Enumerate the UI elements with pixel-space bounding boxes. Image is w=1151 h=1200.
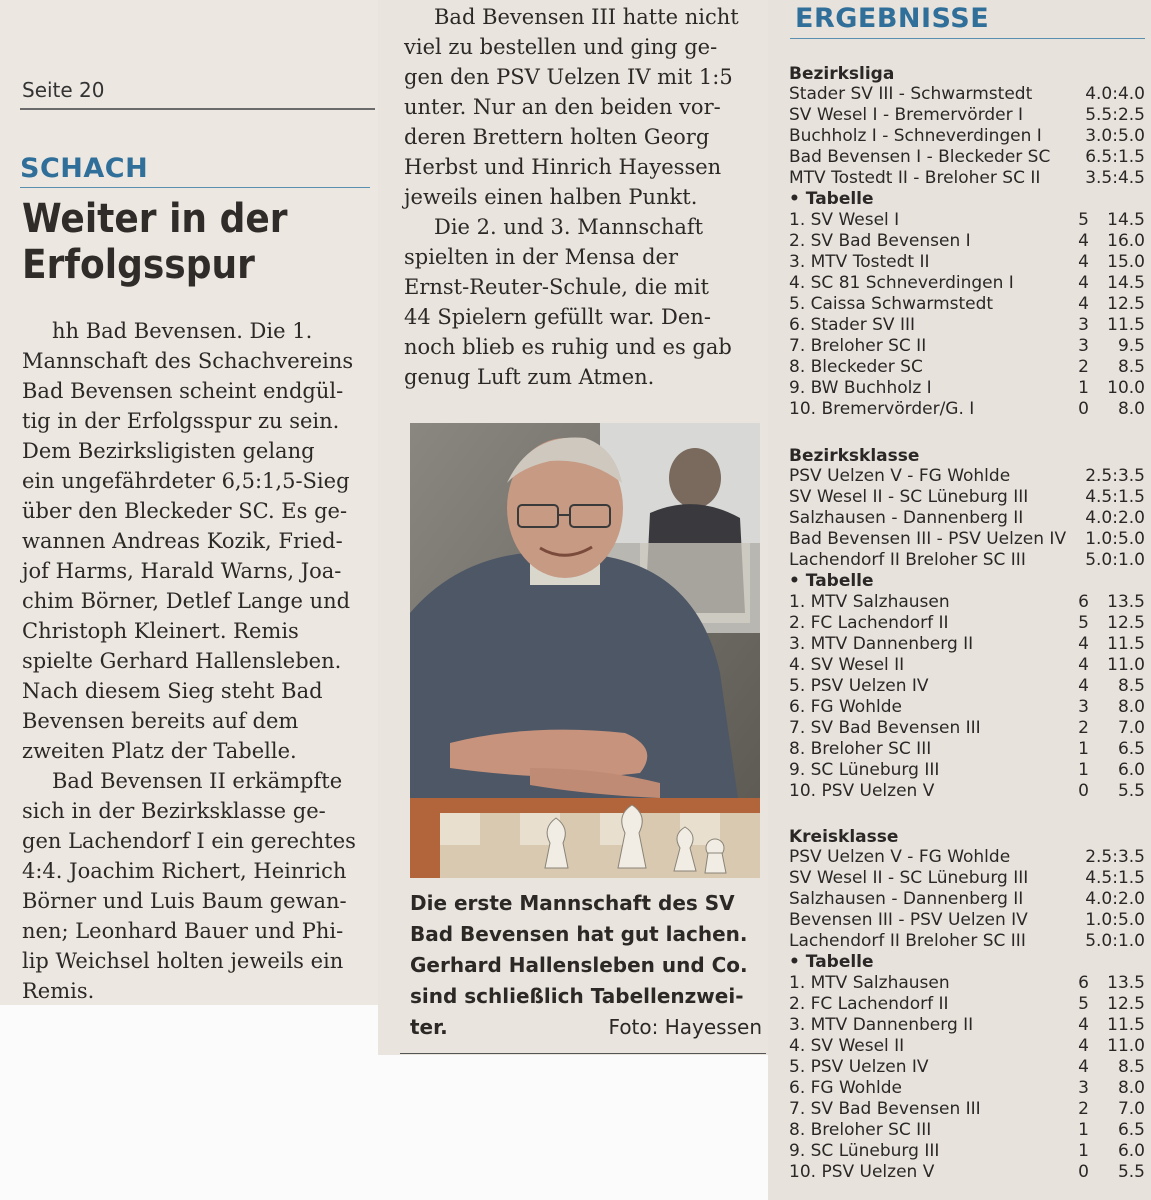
text-line: zweiten Platz der Tabelle. — [22, 739, 297, 763]
standings-score: 12.5 — [1107, 613, 1145, 633]
standings-row — [789, 1015, 1145, 1036]
standings-team: 5. PSV Uelzen IV — [789, 1057, 929, 1077]
match-score: 3.0:5.0 — [1085, 126, 1145, 146]
match-score: 4.0:2.0 — [1085, 508, 1145, 528]
standings-row — [789, 210, 1145, 231]
standings-pts: 3 — [1078, 315, 1089, 335]
text-line: gen Lachendorf I ein gerechtes — [22, 829, 356, 853]
standings-score: 11.0 — [1107, 1036, 1145, 1056]
standings-team: 3. MTV Dannenberg II — [789, 634, 974, 654]
match-pair: Buchholz I - Schneverdingen I — [789, 126, 1042, 146]
standings-team: 2. FC Lachendorf II — [789, 613, 949, 633]
standings-score: 6.5 — [1117, 739, 1145, 759]
standings-score: 11.5 — [1107, 315, 1145, 335]
match-row — [789, 910, 1145, 931]
article-headline — [22, 196, 337, 288]
standings-score: 5.5 — [1117, 781, 1145, 801]
match-pair: Stader SV III - Schwarmstedt — [789, 84, 1033, 104]
standings-score: 16.0 — [1107, 231, 1145, 251]
standings-score: 8.0 — [1117, 697, 1145, 717]
text-line: 4:4. Joachim Richert, Heinrich — [22, 859, 347, 883]
text-line: wannen Andreas Kozik, Fried- — [22, 529, 343, 553]
standings-pts: 5 — [1078, 210, 1089, 230]
caption-line: Gerhard Hallensleben und Co. — [410, 953, 748, 977]
table-heading: • Tabelle — [789, 571, 874, 591]
match-row — [789, 931, 1145, 952]
text-line: jof Harms, Harald Warns, Joa- — [22, 559, 342, 583]
standings-row — [789, 273, 1145, 294]
text-line: lip Weichsel holten jeweils ein — [22, 949, 344, 973]
standings-pts: 1 — [1078, 1120, 1089, 1140]
standings-team: 7. SV Bad Bevensen III — [789, 1099, 981, 1119]
standings-pts: 0 — [1078, 781, 1089, 801]
text-line: hh Bad Bevensen. Die 1. — [52, 319, 313, 343]
standings-row — [789, 315, 1145, 336]
match-score: 2.5:3.5 — [1085, 466, 1145, 486]
match-pair: SV Wesel II - SC Lüneburg III — [789, 868, 1029, 888]
standings-row — [789, 676, 1145, 697]
standings-row — [789, 718, 1145, 739]
table-heading: • Tabelle — [789, 952, 874, 972]
standings-score: 6.0 — [1117, 1141, 1145, 1161]
match-score: 1.0:5.0 — [1085, 910, 1145, 930]
text-line: 44 Spielern gefüllt war. Den- — [404, 305, 711, 329]
article-photo — [410, 423, 760, 878]
standings-team: 4. SV Wesel II — [789, 1036, 905, 1056]
standings-row — [789, 1162, 1145, 1183]
match-pair: Salzhausen - Dannenberg II — [789, 508, 1024, 528]
photo-caption — [410, 888, 762, 1043]
text-line: Bad Bevensen II erkämpfte — [52, 769, 343, 793]
standings-pts: 5 — [1078, 994, 1089, 1014]
standings-row — [789, 634, 1145, 655]
match-pair: Bad Bevensen I - Bleckeder SC — [789, 147, 1051, 167]
caption-line: Die erste Mannschaft des SV — [410, 891, 735, 915]
standings-row — [789, 231, 1145, 252]
standings-pts: 1 — [1078, 378, 1089, 398]
standings-team: 9. SC Lüneburg III — [789, 1141, 940, 1161]
standings-score: 14.5 — [1107, 210, 1145, 230]
standings-row — [789, 357, 1145, 378]
standings-row — [789, 781, 1145, 802]
standings-row — [789, 336, 1145, 357]
standings-pts: 6 — [1078, 973, 1089, 993]
standings-score: 11.0 — [1107, 655, 1145, 675]
text-line: spielte Gerhard Hallensleben. — [22, 649, 342, 673]
match-pair: Salzhausen - Dannenberg II — [789, 889, 1024, 909]
standings-row — [789, 1057, 1145, 1078]
match-row — [789, 126, 1145, 147]
match-pair: Bad Bevensen III - PSV Uelzen IV — [789, 529, 1067, 549]
league-section-bezirksklasse — [789, 446, 1145, 802]
standings-team: 6. FG Wohlde — [789, 1078, 902, 1098]
standings-score: 9.5 — [1117, 336, 1145, 356]
match-pair: SV Wesel I - Bremervörder I — [789, 105, 1024, 125]
standings-pts: 0 — [1078, 399, 1089, 419]
league-section-bezirksliga — [789, 64, 1145, 420]
match-score: 4.5:1.5 — [1085, 868, 1145, 888]
standings-team: 8. Breloher SC III — [789, 1120, 932, 1140]
text-line: jeweils einen halben Punkt. — [404, 185, 698, 209]
standings-score: 15.0 — [1107, 252, 1145, 272]
league-heading: Bezirksklasse — [789, 446, 920, 466]
standings-row — [789, 378, 1145, 399]
standings-team: 7. Breloher SC II — [789, 336, 927, 356]
standings-row — [789, 1036, 1145, 1057]
standings-score: 7.0 — [1117, 718, 1145, 738]
standings-pts: 4 — [1078, 676, 1089, 696]
standings-row — [789, 1120, 1145, 1141]
standings-team: 3. MTV Dannenberg II — [789, 1015, 974, 1035]
standings-score: 7.0 — [1117, 1099, 1145, 1119]
standings-pts: 4 — [1078, 1057, 1089, 1077]
standings-team: 5. Caissa Schwarmstedt — [789, 294, 994, 314]
caption-line-text: ter. — [410, 1015, 448, 1039]
text-line: Bad Bevensen scheint endgül- — [22, 379, 344, 403]
standings-score: 5.5 — [1117, 1162, 1145, 1182]
standings-pts: 4 — [1078, 294, 1089, 314]
standings-row — [789, 739, 1145, 760]
text-line: viel zu bestellen und ging ge- — [404, 35, 718, 59]
match-row — [789, 84, 1145, 105]
league-section-kreisklasse — [789, 827, 1145, 1183]
match-row — [789, 147, 1145, 168]
text-line: Herbst und Hinrich Hayessen — [404, 155, 722, 179]
match-pair: PSV Uelzen V - FG Wohlde — [789, 847, 1011, 867]
standings-score: 8.5 — [1117, 676, 1145, 696]
text-line: Bad Bevensen III hatte nicht — [434, 5, 739, 29]
caption-line: Bad Bevensen hat gut lachen. — [410, 922, 748, 946]
standings-team: 2. SV Bad Bevensen I — [789, 231, 971, 251]
results-title: ERGEBNISSE — [795, 3, 990, 34]
match-row — [789, 487, 1145, 508]
standings-team: 4. SC 81 Schneverdingen I — [789, 273, 1014, 293]
standings-row — [789, 592, 1145, 613]
standings-row — [789, 655, 1145, 676]
text-line: ein ungefährdeter 6,5:1,5-Sieg — [22, 469, 350, 493]
article-body-middle — [404, 2, 756, 392]
table-heading: • Tabelle — [789, 189, 874, 209]
standings-score: 8.5 — [1117, 1057, 1145, 1077]
standings-team: 1. MTV Salzhausen — [789, 973, 950, 993]
standings-row — [789, 1099, 1145, 1120]
text-line: Bevensen bereits auf dem — [22, 709, 299, 733]
standings-score: 10.0 — [1107, 378, 1145, 398]
standings-score: 8.0 — [1117, 399, 1145, 419]
match-pair: SV Wesel II - SC Lüneburg III — [789, 487, 1029, 507]
match-row — [789, 868, 1145, 889]
standings-score: 13.5 — [1107, 592, 1145, 612]
standings-pts: 2 — [1078, 718, 1089, 738]
standings-score: 14.5 — [1107, 273, 1145, 293]
match-score: 4.5:1.5 — [1085, 487, 1145, 507]
match-row — [789, 889, 1145, 910]
text-line: gen den PSV Uelzen IV mit 1:5 — [404, 65, 733, 89]
league-heading: Kreisklasse — [789, 827, 899, 847]
caption-line: sind schließlich Tabellenzwei- — [410, 984, 744, 1008]
standings-row — [789, 1141, 1145, 1162]
match-row — [789, 847, 1145, 868]
column-end-rule — [400, 1053, 766, 1054]
text-line: chim Börner, Detlef Lange und — [22, 589, 351, 613]
league-heading: Bezirksliga — [789, 64, 895, 84]
standings-score: 6.0 — [1117, 760, 1145, 780]
standings-score: 13.5 — [1107, 973, 1145, 993]
standings-row — [789, 760, 1145, 781]
standings-pts: 6 — [1078, 592, 1089, 612]
standings-row — [789, 399, 1145, 420]
match-row — [789, 550, 1145, 571]
text-line: Die 2. und 3. Mannschaft — [434, 215, 704, 239]
standings-pts: 3 — [1078, 1078, 1089, 1098]
standings-team: 9. BW Buchholz I — [789, 378, 932, 398]
text-line: noch blieb es ruhig und es gab — [404, 335, 732, 359]
standings-score: 8.5 — [1117, 357, 1145, 377]
standings-pts: 3 — [1078, 697, 1089, 717]
standings-pts: 4 — [1078, 1015, 1089, 1035]
text-line: Börner und Luis Baum gewan- — [22, 889, 347, 913]
standings-row — [789, 994, 1145, 1015]
standings-pts: 4 — [1078, 273, 1089, 293]
page-rule — [20, 108, 375, 110]
standings-team: 10. PSV Uelzen V — [789, 1162, 935, 1182]
match-pair: PSV Uelzen V - FG Wohlde — [789, 466, 1011, 486]
text-line: deren Brettern holten Georg — [404, 125, 710, 149]
standings-row — [789, 252, 1145, 273]
standings-team: 7. SV Bad Bevensen III — [789, 718, 981, 738]
match-score: 2.5:3.5 — [1085, 847, 1145, 867]
standings-team: 6. FG Wohlde — [789, 697, 902, 717]
standings-pts: 4 — [1078, 231, 1089, 251]
text-line: genug Luft zum Atmen. — [404, 365, 655, 389]
standings-pts: 4 — [1078, 634, 1089, 654]
standings-team: 10. Bremervörder/G. I — [789, 399, 975, 419]
section-kicker: SCHACH — [20, 153, 149, 184]
standings-team: 3. MTV Tostedt II — [789, 252, 930, 272]
standings-score: 11.5 — [1107, 634, 1145, 654]
text-line: Christoph Kleinert. Remis — [22, 619, 299, 643]
standings-score: 6.5 — [1117, 1120, 1145, 1140]
kicker-rule — [20, 187, 370, 188]
photo-credit: Foto: Hayessen — [608, 1015, 762, 1039]
match-pair: Bevensen III - PSV Uelzen IV — [789, 910, 1028, 930]
standings-score: 12.5 — [1107, 294, 1145, 314]
text-line: Ernst-Reuter-Schule, die mit — [404, 275, 709, 299]
standings-team: 1. SV Wesel I — [789, 210, 900, 230]
text-line: sich in der Bezirksklasse ge- — [22, 799, 326, 823]
text-line: tig in der Erfolgsspur zu sein. — [22, 409, 340, 433]
match-score: 3.5:4.5 — [1085, 168, 1145, 188]
standings-team: 1. MTV Salzhausen — [789, 592, 950, 612]
text-line: über den Bleckeder SC. Es ge- — [22, 499, 348, 523]
standings-pts: 5 — [1078, 613, 1089, 633]
article-body-left — [22, 316, 372, 1006]
text-line: spielten in der Mensa der — [404, 245, 678, 269]
standings-team: 4. SV Wesel II — [789, 655, 905, 675]
standings-pts: 4 — [1078, 252, 1089, 272]
headline-line: Erfolgsspur — [22, 242, 255, 288]
standings-score: 12.5 — [1107, 994, 1145, 1014]
caption-line-last — [410, 1012, 762, 1043]
standings-team: 8. Bleckeder SC — [789, 357, 923, 377]
standings-pts: 0 — [1078, 1162, 1089, 1182]
text-line: Mannschaft des Schachvereins — [22, 349, 354, 373]
standings-row — [789, 294, 1145, 315]
standings-pts: 2 — [1078, 357, 1089, 377]
standings-score: 11.5 — [1107, 1015, 1145, 1035]
match-pair: Lachendorf II Breloher SC III — [789, 931, 1026, 951]
standings-team: 6. Stader SV III — [789, 315, 916, 335]
text-line: Dem Bezirksligisten gelang — [22, 439, 315, 463]
standings-pts: 1 — [1078, 739, 1089, 759]
standings-pts: 4 — [1078, 1036, 1089, 1056]
match-score: 5.5:2.5 — [1085, 105, 1145, 125]
page-number: Seite 20 — [22, 78, 105, 102]
standings-team: 9. SC Lüneburg III — [789, 760, 940, 780]
chess-player-photo — [410, 423, 760, 878]
match-score: 4.0:4.0 — [1085, 84, 1145, 104]
match-score: 6.5:1.5 — [1085, 147, 1145, 167]
match-row — [789, 466, 1145, 487]
text-line: Remis. — [22, 979, 95, 1003]
match-score: 5.0:1.0 — [1085, 931, 1145, 951]
match-row — [789, 508, 1145, 529]
standings-pts: 4 — [1078, 655, 1089, 675]
standings-row — [789, 1078, 1145, 1099]
match-pair: Lachendorf II Breloher SC III — [789, 550, 1026, 570]
standings-row — [789, 697, 1145, 718]
match-score: 5.0:1.0 — [1085, 550, 1145, 570]
match-pair: MTV Tostedt II - Breloher SC II — [789, 168, 1041, 188]
match-score: 1.0:5.0 — [1085, 529, 1145, 549]
standings-team: 2. FC Lachendorf II — [789, 994, 949, 1014]
results-rule — [790, 38, 1145, 39]
text-line: nen; Leonhard Bauer und Phi- — [22, 919, 344, 943]
standings-score: 8.0 — [1117, 1078, 1145, 1098]
standings-pts: 1 — [1078, 1141, 1089, 1161]
match-row — [789, 168, 1145, 189]
standings-pts: 3 — [1078, 336, 1089, 356]
match-row — [789, 529, 1145, 550]
standings-team: 8. Breloher SC III — [789, 739, 932, 759]
match-row — [789, 105, 1145, 126]
standings-row — [789, 613, 1145, 634]
match-score: 4.0:2.0 — [1085, 889, 1145, 909]
standings-pts: 1 — [1078, 760, 1089, 780]
headline-line: Weiter in der — [22, 196, 288, 242]
standings-team: 10. PSV Uelzen V — [789, 781, 935, 801]
text-line: Nach diesem Sieg steht Bad — [22, 679, 323, 703]
standings-team: 5. PSV Uelzen IV — [789, 676, 929, 696]
text-line: unter. Nur an den beiden vor- — [404, 95, 721, 119]
standings-pts: 2 — [1078, 1099, 1089, 1119]
standings-row — [789, 973, 1145, 994]
